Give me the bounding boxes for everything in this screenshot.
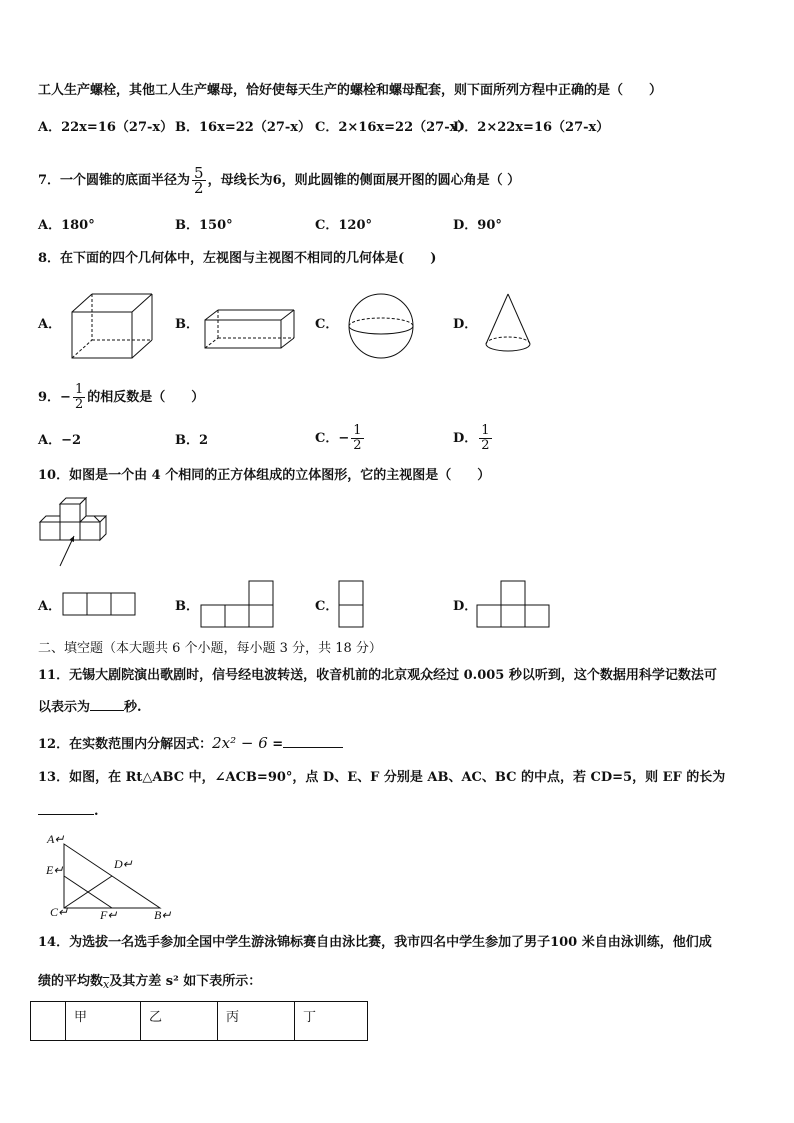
q9-option-c-pre: C．− bbox=[315, 431, 350, 446]
table-cell: 丙 bbox=[218, 1002, 295, 1041]
table-cell: 甲 bbox=[66, 1002, 141, 1041]
q14-line2-post: 及其方差 s² 如下表所示： bbox=[109, 974, 262, 989]
q8-option-b: B． bbox=[175, 317, 199, 332]
label-a: A↵ bbox=[47, 832, 65, 846]
q13-tail: . bbox=[94, 804, 99, 819]
q6-option-a: A．22x=16（27-x） bbox=[38, 120, 174, 135]
table-cell: 丁 bbox=[295, 1002, 368, 1041]
q9-option-d-pre: D． bbox=[453, 431, 478, 446]
q9-option-d bbox=[453, 422, 494, 456]
q10-option-c-figure bbox=[338, 580, 366, 630]
q6-option-d: D．2×22x=16（27-x） bbox=[453, 120, 610, 135]
q7-fraction bbox=[192, 166, 206, 195]
q8-option-d: D． bbox=[453, 317, 478, 332]
q9-option-c-fraction bbox=[351, 424, 363, 453]
q9-option-d-num: 1 bbox=[481, 423, 490, 438]
q9-frac-num: 1 bbox=[74, 382, 84, 397]
q12-answer-blank[interactable] bbox=[283, 733, 343, 748]
q7-stem-post: ，母线长为6，则此圆锥的侧面展开图的圆心角是（ ） bbox=[207, 173, 521, 188]
label-d: D↵ bbox=[114, 857, 133, 871]
q7-frac-num: 5 bbox=[194, 164, 204, 182]
q7-stem bbox=[38, 163, 520, 199]
q12-eq: = bbox=[267, 737, 284, 752]
q9-option-d-den: 2 bbox=[481, 438, 490, 453]
q9-option-b: B．2 bbox=[175, 433, 209, 448]
label-e: E↵ bbox=[46, 863, 64, 877]
cube-stack-figure bbox=[38, 496, 108, 568]
q13-answer-blank[interactable] bbox=[38, 800, 94, 815]
q7-option-b: B．150° bbox=[175, 218, 233, 233]
cone-figure bbox=[484, 292, 534, 356]
label-b: B↵ bbox=[154, 908, 172, 922]
q11-line1: 11．无锡大剧院演出歌剧时，信号经电波转送，收音机前的北京观众经过 0.005 秒以听到，这个数据用科学记数法可 bbox=[38, 668, 717, 683]
label-c: C↵ bbox=[50, 905, 69, 919]
q10-option-d-figure bbox=[476, 580, 554, 630]
q10-option-a-figure bbox=[62, 592, 138, 618]
prism-figure bbox=[203, 308, 298, 350]
q14-line2 bbox=[38, 973, 261, 994]
section-heading: 二、填空题（本大题共 6 个小题，每小题 3 分，共 18 分） bbox=[38, 641, 382, 656]
q14-line2-pre: 绩的平均数 bbox=[38, 974, 104, 989]
q10-option-b: B． bbox=[175, 599, 199, 614]
q8-option-a: A． bbox=[38, 317, 62, 332]
q10-option-c: C． bbox=[315, 599, 339, 614]
q8-stem: 8．在下面的四个几何体中，左视图与主视图不相同的几何体是( ) bbox=[38, 251, 437, 266]
q9-option-c-num: 1 bbox=[353, 423, 362, 438]
q14-line1: 14．为选拔一名选手参加全国中学生游泳锦标赛自由泳比赛，我市四名中学生参加了男子100 米自由泳训练，他们成 bbox=[38, 935, 712, 950]
q7-option-d: D．90° bbox=[453, 218, 502, 233]
q12-pre: 12．在实数范围内分解因式： bbox=[38, 737, 213, 752]
q9-frac-den: 2 bbox=[74, 397, 84, 412]
q6-option-c: C．2×16x=22（27-x） bbox=[315, 120, 471, 135]
q12-line bbox=[38, 733, 343, 754]
label-f: F↵ bbox=[100, 908, 118, 922]
q10-option-b-figure bbox=[200, 580, 276, 630]
q6-option-b: B．16x=22（27-x） bbox=[175, 120, 312, 135]
q13-answer-line bbox=[38, 800, 99, 821]
q11-line2 bbox=[38, 696, 142, 717]
q8-option-c: C． bbox=[315, 317, 339, 332]
table-cell: 乙 bbox=[141, 1002, 218, 1041]
q14-xbar: x bbox=[103, 978, 110, 991]
triangle-figure bbox=[42, 830, 182, 922]
q9-option-a: A．−2 bbox=[38, 433, 82, 448]
q9-stem-post: 的相反数是（ ） bbox=[87, 390, 205, 405]
q7-frac-den: 2 bbox=[194, 179, 204, 197]
q11-answer-blank[interactable] bbox=[90, 696, 124, 711]
q10-stem: 10．如图是一个由 4 个相同的正方体组成的立体图形，它的主视图是（ ） bbox=[38, 468, 491, 483]
q9-option-c bbox=[315, 422, 366, 456]
cube-figure bbox=[70, 292, 155, 360]
sphere-figure bbox=[347, 292, 417, 362]
q9-fraction bbox=[73, 383, 85, 412]
q7-stem-pre: 7．一个圆锥的底面半径为 bbox=[38, 173, 191, 188]
q14-table bbox=[30, 1001, 368, 1041]
q9-stem bbox=[38, 381, 204, 415]
q10-option-a: A． bbox=[38, 599, 62, 614]
table-row bbox=[31, 1002, 368, 1041]
q9-option-d-fraction bbox=[479, 424, 491, 453]
q7-option-c: C．120° bbox=[315, 218, 372, 233]
q9-stem-pre: 9．− bbox=[38, 390, 71, 405]
q11-line2-post: 秒. bbox=[124, 700, 142, 715]
q12-expression: 2x² − 6 bbox=[212, 734, 268, 752]
q10-option-d: D． bbox=[453, 599, 478, 614]
table-cell bbox=[31, 1002, 66, 1041]
q9-option-c-den: 2 bbox=[353, 438, 362, 453]
q13-stem: 13．如图，在 Rt△ABC 中，∠ACB=90°，点 D、E、F 分别是 AB、AC、BC 的中点，若 CD=5，则 EF 的长为 bbox=[38, 770, 726, 785]
q11-line2-pre: 以表示为 bbox=[38, 700, 91, 715]
q7-option-a: A．180° bbox=[38, 218, 95, 233]
q6-stem: 工人生产螺栓，其他工人生产螺母，恰好使每天生产的螺栓和螺母配套，则下面所列方程中正确的是（ ） bbox=[38, 83, 663, 98]
